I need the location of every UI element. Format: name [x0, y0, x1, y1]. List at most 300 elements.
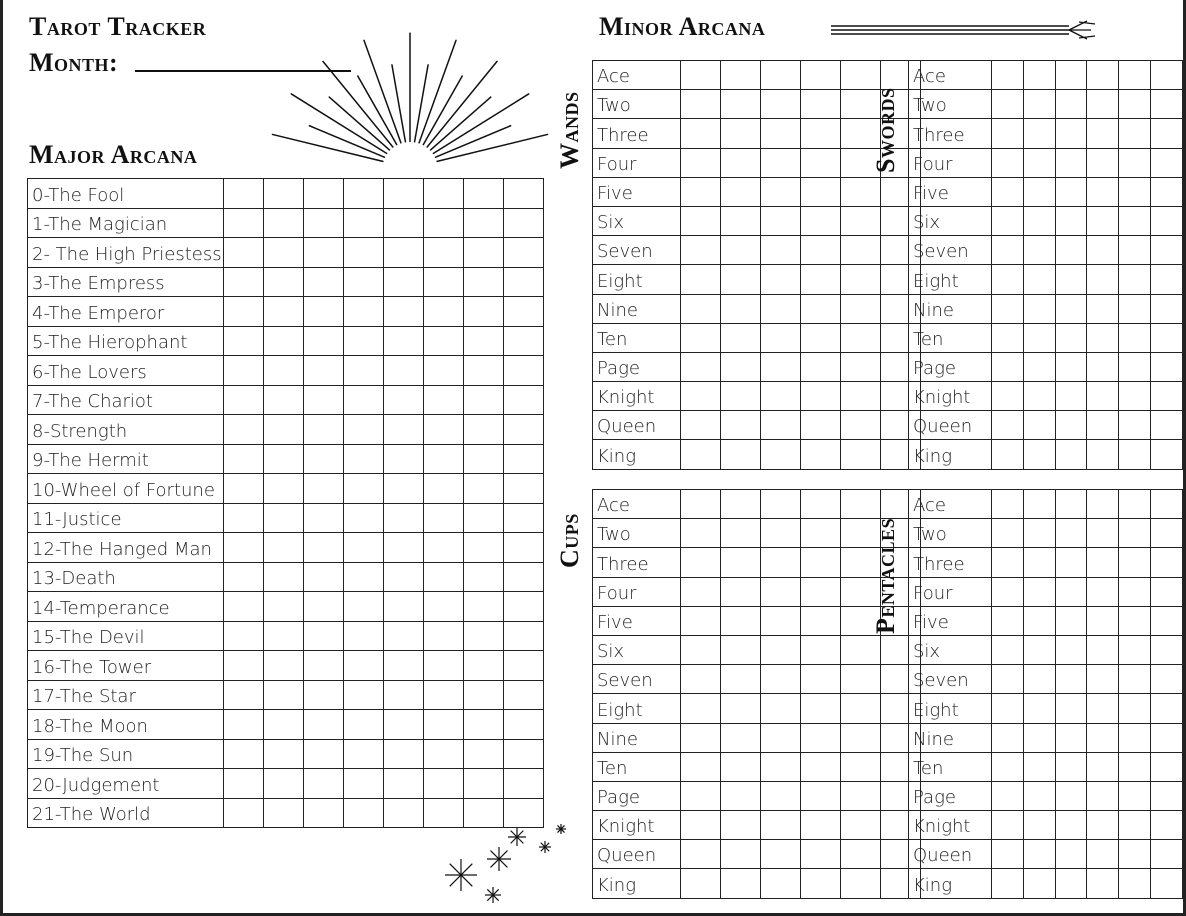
tally-cell[interactable]: [464, 267, 504, 297]
tally-cell[interactable]: [424, 356, 464, 386]
tally-cell[interactable]: [304, 356, 344, 386]
tally-cell[interactable]: [841, 323, 881, 352]
tally-cell[interactable]: [1023, 577, 1055, 606]
tally-cell[interactable]: [761, 548, 801, 577]
tally-cell[interactable]: [801, 723, 841, 752]
tally-cell[interactable]: [224, 680, 264, 710]
tally-cell[interactable]: [504, 385, 544, 415]
tally-cell[interactable]: [224, 474, 264, 504]
tally-cell[interactable]: [344, 297, 384, 327]
tally-cell[interactable]: [1151, 694, 1183, 723]
tally-cell[interactable]: [424, 208, 464, 238]
tally-cell[interactable]: [1023, 694, 1055, 723]
tally-cell[interactable]: [304, 444, 344, 474]
tally-cell[interactable]: [992, 236, 1024, 265]
tally-cell[interactable]: [801, 490, 841, 519]
tally-cell[interactable]: [224, 179, 264, 209]
tally-cell[interactable]: [424, 621, 464, 651]
tally-cell[interactable]: [384, 385, 424, 415]
tally-cell[interactable]: [1119, 811, 1151, 840]
tally-cell[interactable]: [464, 356, 504, 386]
tally-cell[interactable]: [992, 869, 1024, 898]
tally-cell[interactable]: [264, 238, 304, 268]
tally-cell[interactable]: [761, 606, 801, 635]
tally-cell[interactable]: [424, 592, 464, 622]
tally-cell[interactable]: [464, 651, 504, 681]
tally-cell[interactable]: [992, 90, 1024, 119]
tally-cell[interactable]: [1087, 840, 1119, 869]
tally-cell[interactable]: [304, 533, 344, 563]
tally-cell[interactable]: [344, 562, 384, 592]
tally-cell[interactable]: [721, 206, 761, 235]
tally-cell[interactable]: [264, 444, 304, 474]
tally-cell[interactable]: [1023, 869, 1055, 898]
tally-cell[interactable]: [992, 61, 1024, 90]
tally-cell[interactable]: [424, 562, 464, 592]
tally-cell[interactable]: [504, 415, 544, 445]
tally-cell[interactable]: [992, 635, 1024, 664]
tally-cell[interactable]: [384, 739, 424, 769]
tally-cell[interactable]: [1087, 148, 1119, 177]
tally-cell[interactable]: [424, 179, 464, 209]
tally-cell[interactable]: [344, 651, 384, 681]
tally-cell[interactable]: [1055, 635, 1087, 664]
tally-cell[interactable]: [224, 415, 264, 445]
tally-cell[interactable]: [464, 533, 504, 563]
tally-cell[interactable]: [1055, 265, 1087, 294]
tally-cell[interactable]: [264, 356, 304, 386]
tally-cell[interactable]: [1087, 61, 1119, 90]
tally-cell[interactable]: [464, 680, 504, 710]
tally-cell[interactable]: [681, 411, 721, 440]
tally-cell[interactable]: [464, 297, 504, 327]
tally-cell[interactable]: [224, 385, 264, 415]
tally-cell[interactable]: [1119, 577, 1151, 606]
tally-cell[interactable]: [801, 548, 841, 577]
tally-cell[interactable]: [504, 533, 544, 563]
tally-cell[interactable]: [841, 236, 881, 265]
tally-cell[interactable]: [721, 119, 761, 148]
tally-cell[interactable]: [841, 411, 881, 440]
tally-cell[interactable]: [761, 665, 801, 694]
tally-cell[interactable]: [1055, 148, 1087, 177]
tally-cell[interactable]: [992, 752, 1024, 781]
tally-cell[interactable]: [992, 352, 1024, 381]
tally-cell[interactable]: [1151, 90, 1183, 119]
tally-cell[interactable]: [344, 179, 384, 209]
tally-cell[interactable]: [1023, 236, 1055, 265]
tally-cell[interactable]: [721, 411, 761, 440]
tally-cell[interactable]: [224, 267, 264, 297]
tally-cell[interactable]: [1055, 694, 1087, 723]
tally-cell[interactable]: [681, 352, 721, 381]
tally-cell[interactable]: [224, 533, 264, 563]
tally-cell[interactable]: [224, 238, 264, 268]
tally-cell[interactable]: [1119, 665, 1151, 694]
tally-cell[interactable]: [504, 592, 544, 622]
tally-cell[interactable]: [1055, 352, 1087, 381]
tally-cell[interactable]: [504, 621, 544, 651]
tally-cell[interactable]: [264, 621, 304, 651]
tally-cell[interactable]: [1055, 811, 1087, 840]
tally-cell[interactable]: [1023, 382, 1055, 411]
tally-cell[interactable]: [721, 90, 761, 119]
tally-cell[interactable]: [992, 323, 1024, 352]
tally-cell[interactable]: [464, 385, 504, 415]
tally-cell[interactable]: [1023, 294, 1055, 323]
tally-cell[interactable]: [424, 503, 464, 533]
tally-cell[interactable]: [1055, 206, 1087, 235]
tally-cell[interactable]: [504, 651, 544, 681]
tally-cell[interactable]: [681, 723, 721, 752]
tally-cell[interactable]: [264, 680, 304, 710]
tally-cell[interactable]: [1119, 548, 1151, 577]
tally-cell[interactable]: [1119, 119, 1151, 148]
tally-cell[interactable]: [504, 562, 544, 592]
tally-cell[interactable]: [841, 382, 881, 411]
tally-cell[interactable]: [384, 651, 424, 681]
tally-cell[interactable]: [464, 208, 504, 238]
tally-cell[interactable]: [344, 385, 384, 415]
tally-cell[interactable]: [504, 769, 544, 799]
tally-cell[interactable]: [801, 577, 841, 606]
tally-cell[interactable]: [464, 621, 504, 651]
tally-cell[interactable]: [424, 474, 464, 504]
tally-cell[interactable]: [264, 208, 304, 238]
tally-cell[interactable]: [1119, 694, 1151, 723]
tally-cell[interactable]: [992, 606, 1024, 635]
tally-cell[interactable]: [224, 356, 264, 386]
tally-cell[interactable]: [264, 739, 304, 769]
tally-cell[interactable]: [264, 562, 304, 592]
tally-cell[interactable]: [1119, 519, 1151, 548]
tally-cell[interactable]: [721, 61, 761, 90]
tally-cell[interactable]: [384, 326, 424, 356]
tally-cell[interactable]: [681, 781, 721, 810]
tally-cell[interactable]: [1119, 294, 1151, 323]
tally-cell[interactable]: [464, 238, 504, 268]
tally-cell[interactable]: [1023, 781, 1055, 810]
tally-cell[interactable]: [304, 769, 344, 799]
tally-cell[interactable]: [504, 503, 544, 533]
tally-cell[interactable]: [1023, 119, 1055, 148]
tally-cell[interactable]: [721, 265, 761, 294]
tally-cell[interactable]: [1119, 61, 1151, 90]
tally-cell[interactable]: [1151, 323, 1183, 352]
tally-cell[interactable]: [384, 415, 424, 445]
tally-cell[interactable]: [1119, 752, 1151, 781]
tally-cell[interactable]: [504, 179, 544, 209]
tally-cell[interactable]: [464, 739, 504, 769]
tally-cell[interactable]: [304, 415, 344, 445]
tally-cell[interactable]: [801, 606, 841, 635]
tally-cell[interactable]: [1055, 519, 1087, 548]
tally-cell[interactable]: [761, 382, 801, 411]
tally-cell[interactable]: [721, 490, 761, 519]
tally-cell[interactable]: [344, 444, 384, 474]
tally-cell[interactable]: [224, 621, 264, 651]
tally-cell[interactable]: [681, 119, 721, 148]
tally-cell[interactable]: [1119, 411, 1151, 440]
tally-cell[interactable]: [681, 811, 721, 840]
tally-cell[interactable]: [681, 177, 721, 206]
tally-cell[interactable]: [721, 294, 761, 323]
tally-cell[interactable]: [1151, 811, 1183, 840]
tally-cell[interactable]: [344, 415, 384, 445]
tally-cell[interactable]: [801, 323, 841, 352]
tally-cell[interactable]: [384, 798, 424, 828]
tally-cell[interactable]: [1087, 90, 1119, 119]
tally-cell[interactable]: [801, 411, 841, 440]
tally-cell[interactable]: [761, 206, 801, 235]
tally-cell[interactable]: [1087, 119, 1119, 148]
tally-cell[interactable]: [801, 352, 841, 381]
tally-cell[interactable]: [1151, 723, 1183, 752]
tally-cell[interactable]: [841, 206, 881, 235]
tally-cell[interactable]: [264, 415, 304, 445]
tally-cell[interactable]: [681, 323, 721, 352]
tally-cell[interactable]: [224, 739, 264, 769]
tally-cell[interactable]: [841, 752, 881, 781]
tally-cell[interactable]: [992, 119, 1024, 148]
tally-cell[interactable]: [761, 694, 801, 723]
tally-cell[interactable]: [1087, 781, 1119, 810]
tally-cell[interactable]: [761, 352, 801, 381]
tally-cell[interactable]: [801, 519, 841, 548]
tally-cell[interactable]: [264, 179, 304, 209]
tally-cell[interactable]: [841, 294, 881, 323]
tally-cell[interactable]: [1023, 90, 1055, 119]
tally-cell[interactable]: [224, 297, 264, 327]
tally-cell[interactable]: [464, 503, 504, 533]
tally-cell[interactable]: [224, 208, 264, 238]
tally-cell[interactable]: [1119, 840, 1151, 869]
tally-cell[interactable]: [761, 177, 801, 206]
tally-cell[interactable]: [264, 769, 304, 799]
tally-cell[interactable]: [801, 840, 841, 869]
tally-cell[interactable]: [1087, 177, 1119, 206]
tally-cell[interactable]: [761, 577, 801, 606]
tally-cell[interactable]: [384, 680, 424, 710]
tally-cell[interactable]: [504, 356, 544, 386]
tally-cell[interactable]: [1023, 411, 1055, 440]
tally-cell[interactable]: [1023, 635, 1055, 664]
tally-cell[interactable]: [1151, 148, 1183, 177]
tally-cell[interactable]: [424, 680, 464, 710]
tally-cell[interactable]: [1087, 490, 1119, 519]
tally-cell[interactable]: [344, 710, 384, 740]
tally-cell[interactable]: [721, 148, 761, 177]
tally-cell[interactable]: [304, 503, 344, 533]
tally-cell[interactable]: [304, 680, 344, 710]
tally-cell[interactable]: [761, 811, 801, 840]
tally-cell[interactable]: [264, 798, 304, 828]
tally-cell[interactable]: [424, 415, 464, 445]
tally-cell[interactable]: [384, 621, 424, 651]
tally-cell[interactable]: [424, 444, 464, 474]
tally-cell[interactable]: [721, 352, 761, 381]
tally-cell[interactable]: [1151, 548, 1183, 577]
tally-cell[interactable]: [801, 148, 841, 177]
tally-cell[interactable]: [801, 382, 841, 411]
tally-cell[interactable]: [992, 665, 1024, 694]
tally-cell[interactable]: [384, 503, 424, 533]
tally-cell[interactable]: [1151, 206, 1183, 235]
tally-cell[interactable]: [1087, 752, 1119, 781]
tally-cell[interactable]: [681, 635, 721, 664]
tally-cell[interactable]: [681, 606, 721, 635]
tally-cell[interactable]: [384, 238, 424, 268]
tally-cell[interactable]: [424, 326, 464, 356]
tally-cell[interactable]: [1151, 294, 1183, 323]
tally-cell[interactable]: [1055, 781, 1087, 810]
tally-cell[interactable]: [841, 265, 881, 294]
tally-cell[interactable]: [344, 680, 384, 710]
tally-cell[interactable]: [801, 781, 841, 810]
tally-cell[interactable]: [1055, 752, 1087, 781]
tally-cell[interactable]: [721, 606, 761, 635]
tally-cell[interactable]: [224, 798, 264, 828]
tally-cell[interactable]: [1151, 119, 1183, 148]
tally-cell[interactable]: [1119, 206, 1151, 235]
tally-cell[interactable]: [1023, 177, 1055, 206]
tally-cell[interactable]: [761, 840, 801, 869]
tally-cell[interactable]: [304, 474, 344, 504]
tally-cell[interactable]: [992, 440, 1024, 469]
tally-cell[interactable]: [1023, 548, 1055, 577]
tally-cell[interactable]: [1023, 840, 1055, 869]
tally-cell[interactable]: [1023, 519, 1055, 548]
tally-cell[interactable]: [1151, 606, 1183, 635]
tally-cell[interactable]: [761, 869, 801, 898]
tally-cell[interactable]: [344, 356, 384, 386]
tally-cell[interactable]: [761, 411, 801, 440]
tally-cell[interactable]: [344, 208, 384, 238]
tally-cell[interactable]: [721, 577, 761, 606]
tally-cell[interactable]: [801, 206, 841, 235]
tally-cell[interactable]: [344, 739, 384, 769]
tally-cell[interactable]: [1119, 440, 1151, 469]
tally-cell[interactable]: [264, 533, 304, 563]
tally-cell[interactable]: [761, 723, 801, 752]
tally-cell[interactable]: [801, 236, 841, 265]
tally-cell[interactable]: [761, 90, 801, 119]
tally-cell[interactable]: [992, 411, 1024, 440]
tally-cell[interactable]: [721, 323, 761, 352]
tally-cell[interactable]: [1023, 148, 1055, 177]
tally-cell[interactable]: [1119, 635, 1151, 664]
tally-cell[interactable]: [1151, 490, 1183, 519]
tally-cell[interactable]: [464, 415, 504, 445]
tally-cell[interactable]: [1151, 177, 1183, 206]
tally-cell[interactable]: [1023, 606, 1055, 635]
tally-cell[interactable]: [344, 592, 384, 622]
tally-cell[interactable]: [801, 752, 841, 781]
tally-cell[interactable]: [1151, 752, 1183, 781]
tally-cell[interactable]: [1055, 577, 1087, 606]
tally-cell[interactable]: [992, 577, 1024, 606]
tally-cell[interactable]: [224, 592, 264, 622]
tally-cell[interactable]: [304, 739, 344, 769]
tally-cell[interactable]: [721, 869, 761, 898]
tally-cell[interactable]: [801, 440, 841, 469]
tally-cell[interactable]: [1087, 323, 1119, 352]
tally-cell[interactable]: [1055, 869, 1087, 898]
tally-cell[interactable]: [801, 294, 841, 323]
tally-cell[interactable]: [304, 208, 344, 238]
tally-cell[interactable]: [1119, 177, 1151, 206]
tally-cell[interactable]: [1055, 606, 1087, 635]
tally-cell[interactable]: [1087, 236, 1119, 265]
tally-cell[interactable]: [761, 635, 801, 664]
tally-cell[interactable]: [761, 490, 801, 519]
tally-cell[interactable]: [304, 179, 344, 209]
tally-cell[interactable]: [1055, 294, 1087, 323]
tally-cell[interactable]: [721, 781, 761, 810]
tally-cell[interactable]: [992, 177, 1024, 206]
tally-cell[interactable]: [1023, 440, 1055, 469]
tally-cell[interactable]: [721, 752, 761, 781]
tally-cell[interactable]: [1151, 236, 1183, 265]
tally-cell[interactable]: [761, 294, 801, 323]
tally-cell[interactable]: [464, 326, 504, 356]
tally-cell[interactable]: [464, 562, 504, 592]
tally-cell[interactable]: [384, 297, 424, 327]
tally-cell[interactable]: [304, 651, 344, 681]
tally-cell[interactable]: [1055, 490, 1087, 519]
tally-cell[interactable]: [721, 811, 761, 840]
tally-cell[interactable]: [1055, 323, 1087, 352]
tally-cell[interactable]: [1151, 840, 1183, 869]
tally-cell[interactable]: [1087, 206, 1119, 235]
tally-cell[interactable]: [424, 651, 464, 681]
tally-cell[interactable]: [344, 769, 384, 799]
tally-cell[interactable]: [761, 265, 801, 294]
tally-cell[interactable]: [1119, 781, 1151, 810]
tally-cell[interactable]: [304, 385, 344, 415]
tally-cell[interactable]: [761, 119, 801, 148]
tally-cell[interactable]: [1119, 148, 1151, 177]
tally-cell[interactable]: [721, 665, 761, 694]
tally-cell[interactable]: [504, 208, 544, 238]
tally-cell[interactable]: [304, 562, 344, 592]
tally-cell[interactable]: [992, 548, 1024, 577]
tally-cell[interactable]: [504, 326, 544, 356]
tally-cell[interactable]: [1119, 490, 1151, 519]
tally-cell[interactable]: [721, 236, 761, 265]
tally-cell[interactable]: [681, 440, 721, 469]
tally-cell[interactable]: [1087, 577, 1119, 606]
tally-cell[interactable]: [1151, 665, 1183, 694]
tally-cell[interactable]: [264, 503, 304, 533]
tally-cell[interactable]: [761, 752, 801, 781]
tally-cell[interactable]: [504, 444, 544, 474]
tally-cell[interactable]: [721, 635, 761, 664]
tally-cell[interactable]: [504, 238, 544, 268]
tally-cell[interactable]: [304, 267, 344, 297]
tally-cell[interactable]: [224, 769, 264, 799]
tally-cell[interactable]: [681, 490, 721, 519]
tally-cell[interactable]: [841, 723, 881, 752]
tally-cell[interactable]: [681, 869, 721, 898]
tally-cell[interactable]: [1087, 411, 1119, 440]
tally-cell[interactable]: [264, 474, 304, 504]
tally-cell[interactable]: [264, 651, 304, 681]
tally-cell[interactable]: [304, 297, 344, 327]
tally-cell[interactable]: [424, 385, 464, 415]
tally-cell[interactable]: [424, 769, 464, 799]
tally-cell[interactable]: [464, 592, 504, 622]
